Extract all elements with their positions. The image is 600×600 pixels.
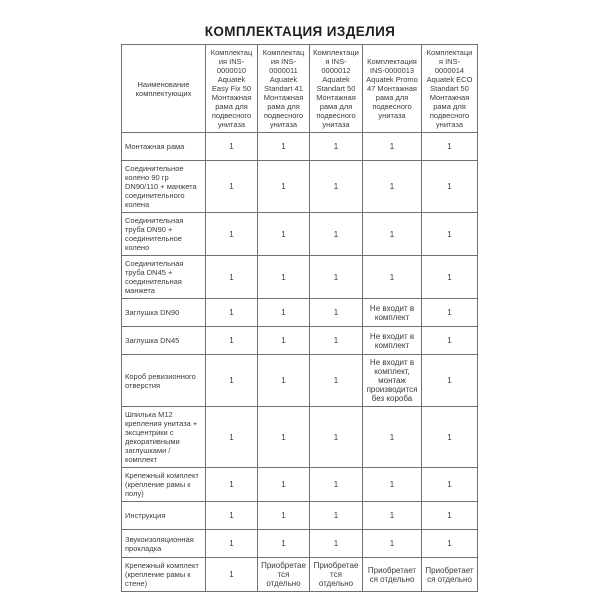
row-label: Крепежный комплект (крепление рамы к стене)	[122, 558, 206, 592]
row-label: Заглушка DN45	[122, 327, 206, 355]
row-label: Звукоизоляционная прокладка	[122, 530, 206, 558]
row-value: 1	[363, 502, 422, 530]
table-row	[122, 256, 478, 299]
row-label: Соединительная труба DN45 + соединительная манжета	[122, 256, 206, 299]
table-row	[122, 530, 478, 558]
row-value: 1	[258, 256, 310, 299]
row-value: 1	[422, 161, 478, 213]
column-header-name: Наименование комплектующих	[122, 45, 206, 133]
components-table-header	[122, 45, 478, 133]
column-header-kit-0: Комплектация INS-0000010 Aquatek Easy Fix 50 Монтажная рама для подвесного унитаза	[206, 45, 258, 133]
row-label: Заглушка DN90	[122, 299, 206, 327]
header-row	[122, 45, 478, 133]
row-value: 1	[310, 327, 363, 355]
row-value: 1	[310, 213, 363, 256]
row-value: Приобретается отдельно	[258, 558, 310, 592]
row-value: 1	[206, 558, 258, 592]
row-value: 1	[206, 355, 258, 407]
row-value: 1	[363, 468, 422, 502]
row-value: 1	[310, 468, 363, 502]
column-header-kit-1: Комплектация INS-0000011 Aquatek Standart 41 Монтажная рама для подвесного унитаза	[258, 45, 310, 133]
row-value: Приобретается отдельно	[363, 558, 422, 592]
row-value: 1	[206, 407, 258, 468]
table-row	[122, 327, 478, 355]
row-value: 1	[422, 327, 478, 355]
row-value: Не входит в комплект	[363, 327, 422, 355]
row-value: 1	[422, 256, 478, 299]
row-value: 1	[258, 161, 310, 213]
column-header-kit-3: Комплектация INS-0000013 Aquatek Promo 47 Монтажная рама для подвесного унитаза	[363, 45, 422, 133]
table-row	[122, 468, 478, 502]
row-value: Не входит в комплект	[363, 299, 422, 327]
table-row	[122, 133, 478, 161]
row-value: Приобретается отдельно	[422, 558, 478, 592]
row-value: 1	[310, 407, 363, 468]
row-value: 1	[310, 256, 363, 299]
row-value: Не входит в комплект, монтаж производится без короба	[363, 355, 422, 407]
row-value: 1	[258, 407, 310, 468]
table-row	[122, 161, 478, 213]
row-value: 1	[422, 407, 478, 468]
row-value: 1	[310, 530, 363, 558]
row-value: 1	[206, 256, 258, 299]
row-label: Шпилька М12 крепления унитаза + эксцентрики с декоративными заглушками / комплект	[122, 407, 206, 468]
row-value: 1	[363, 213, 422, 256]
row-value: 1	[258, 530, 310, 558]
row-value: 1	[258, 468, 310, 502]
row-value: 1	[422, 502, 478, 530]
page-title: КОМПЛЕКТАЦИЯ ИЗДЕЛИЯ	[204, 24, 396, 39]
components-table-body	[122, 133, 478, 592]
row-value: 1	[206, 133, 258, 161]
row-value: 1	[258, 355, 310, 407]
row-value: 1	[310, 502, 363, 530]
row-label: Соединительная труба DN90 + соединительное колено	[122, 213, 206, 256]
row-value: 1	[422, 299, 478, 327]
row-value: 1	[310, 299, 363, 327]
row-value: 1	[422, 468, 478, 502]
row-value: 1	[310, 161, 363, 213]
column-header-kit-4: Комплектация INS-0000014 Aquatek ECO Standart 50 Монтажная рама для подвесного унитаза	[422, 45, 478, 133]
row-value: 1	[363, 133, 422, 161]
row-value: 1	[258, 502, 310, 530]
row-label: Монтажная рама	[122, 133, 206, 161]
row-value: 1	[206, 161, 258, 213]
row-value: 1	[422, 530, 478, 558]
row-value: 1	[422, 133, 478, 161]
row-value: 1	[206, 299, 258, 327]
row-value: 1	[206, 468, 258, 502]
row-value: 1	[310, 355, 363, 407]
row-value: 1	[206, 530, 258, 558]
table-row	[122, 502, 478, 530]
row-label: Короб ревизионного отверстия	[122, 355, 206, 407]
row-value: 1	[422, 355, 478, 407]
row-value: 1	[363, 407, 422, 468]
row-value: 1	[422, 213, 478, 256]
row-label: Инструкция	[122, 502, 206, 530]
row-value: 1	[258, 133, 310, 161]
row-value: 1	[258, 327, 310, 355]
row-value: 1	[206, 502, 258, 530]
row-value: 1	[310, 133, 363, 161]
table-row	[122, 558, 478, 592]
table-row	[122, 213, 478, 256]
table-row	[122, 407, 478, 468]
row-value: 1	[363, 530, 422, 558]
row-value: Приобретается отдельно	[310, 558, 363, 592]
table-row	[122, 299, 478, 327]
row-label: Соединительное колено 90 гр DN90/110 + манжета соединительного колена	[122, 161, 206, 213]
row-value: 1	[206, 213, 258, 256]
row-value: 1	[258, 299, 310, 327]
table-row	[122, 355, 478, 407]
components-table	[121, 44, 478, 592]
row-value: 1	[363, 161, 422, 213]
column-header-kit-2: Комплектация INS-0000012 Aquatek Standart 50 Монтажная рама для подвесного унитаза	[310, 45, 363, 133]
row-label: Крепежный комплект (крепление рамы к полу)	[122, 468, 206, 502]
row-value: 1	[206, 327, 258, 355]
row-value: 1	[258, 213, 310, 256]
row-value: 1	[363, 256, 422, 299]
